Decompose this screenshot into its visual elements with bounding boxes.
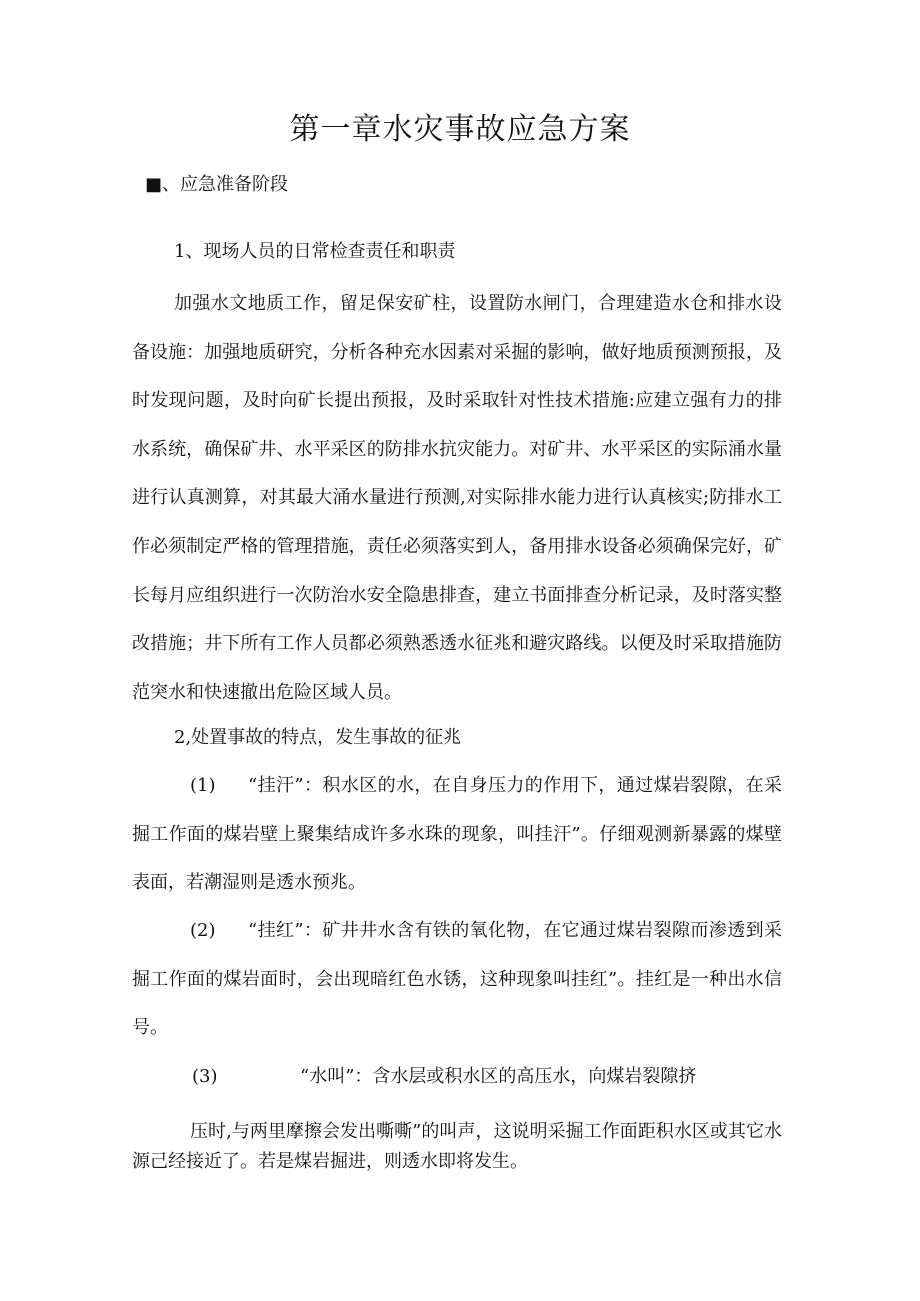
sign-item-3-number: (3) [192,1066,218,1087]
sign-item-2-number: (2) [190,920,216,941]
sign-item-1-text: “挂汗”：积水区的水，在自身压力的作用下，通过煤岩裂隙，在采掘工作面的煤岩壁上聚集结成许多水珠的现象，叫挂汗”。仔细观测新暴露的煤壁表面，若潮湿则是透水预兆。 [132,775,782,894]
sign-item-2 [132,907,782,1053]
sign-item-3-text: “水叫”：含水层或积水区的高压水，向煤岩裂隙挤 [300,1066,697,1087]
page-title: 第一章水灾事故应急方案 [289,112,631,147]
sign-item-1 [132,762,782,908]
sign-item-2-text: “挂红”：矿井井水含有铁的氧化物，在它通过煤岩裂隙而渗透到采掘工作面的煤岩面时，会出现暗红色水锈，这种现象叫挂红”。挂红是一种出水信号。 [132,920,782,1039]
sign-item-3-continuation: 压时,与两里摩擦会发出嘶嘶”的叫声，这说明采掘工作面距积水区或其它水源己经接近了。若是煤岩掘进，则透水即将发生。 [132,1121,782,1172]
subsection-heading-2: 2,处置事故的特点，发生事故的征兆 [174,727,462,748]
sign-item-1-number: (1) [190,775,216,796]
subsection-heading-1: 1、现场人员的日常检查责任和职责 [174,241,456,262]
subsection-1-paragraph: 加强水文地质工作，留足保安矿柱，设置防水闸门，合理建造水仓和排水设备设施：加强地质研究，分析各种充水因素对采掘的影响，做好地质预测预报，及时发现问题，及时向矿长提出预报，及时采取针对性技术措施:应建立强有力的排水系统，确保矿井、水平采区的防排水抗灾能力。对矿井、水平采区的实际涌水量进行认真测算，对其最大涌水量进行预测,对实际排水能力进行认真核实;防排水工作必须制定严格的管理措施，责任必须落实到人，备用排水设备必须确保完好，矿长每月应组织进行一次防治水安全隐患排查，建立书面排查分析记录，及时落实整改措施；井下所有工作人员都必须熟悉透水征兆和避灾路线。以便及时采取措施防范突水和快速撤出危险区域人员。 [132,293,782,703]
section-heading: ■、应急准备阶段 [145,174,289,195]
